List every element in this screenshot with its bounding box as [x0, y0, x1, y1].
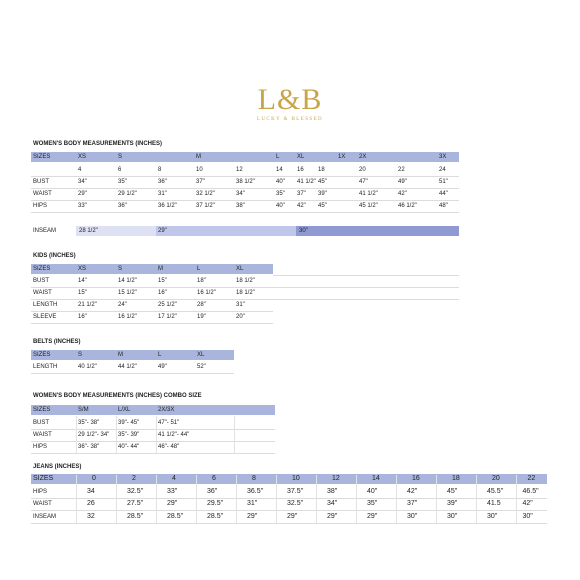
column-divider [76, 475, 77, 523]
women-row-value: 49" [398, 179, 407, 185]
women-row-value: 34" [78, 179, 87, 185]
combo-table-title: WOMEN'S BODY MEASUREMENTS (INCHES) COMBO SIZE [33, 393, 202, 399]
women-header-cell: SIZES [33, 154, 51, 160]
women-row-value: 29 1/2" [118, 191, 137, 197]
row-divider [31, 441, 275, 442]
combo-row-value: 36"- 38" [78, 444, 100, 450]
women-row-value: 34" [236, 191, 245, 197]
kids-table-title: KIDS (INCHES) [33, 253, 76, 259]
row-divider [31, 323, 273, 324]
row-divider [273, 275, 459, 276]
women-header-cell: 1X [338, 154, 346, 160]
women-row-value: 41 1/2" [359, 191, 378, 197]
women-row-value: 29" [78, 191, 87, 197]
combo-row-value: 35"- 38" [78, 420, 100, 426]
belts-row-value: 40 1/2" [78, 364, 97, 370]
jeans-header-cell: 4 [172, 475, 176, 482]
jeans-row-label: HIPS [33, 489, 48, 495]
women-size-number: 18 [318, 167, 325, 173]
women-table-title: WOMEN'S BODY MEASUREMENTS (INCHES) [33, 141, 162, 147]
jeans-row-value: 29" [167, 500, 178, 507]
column-divider [156, 416, 157, 454]
inseam-label: INSEAM [33, 228, 57, 234]
column-divider [396, 475, 397, 523]
jeans-row-value: 40" [367, 488, 378, 495]
jeans-row-value: 36.5" [247, 488, 264, 495]
women-size-number: 24 [439, 167, 446, 173]
women-row-value: 36" [118, 203, 127, 209]
kids-row-value: 31" [236, 302, 245, 308]
jeans-row-value: 42" [407, 488, 418, 495]
jeans-row-value: 29" [367, 513, 378, 520]
jeans-row-value: 28.5" [207, 513, 224, 520]
jeans-table-title: JEANS (INCHES) [33, 464, 82, 470]
belts-header-cell: M [118, 352, 123, 358]
women-row-value: 38 1/2" [236, 179, 255, 185]
women-header-cell: XS [78, 154, 87, 160]
kids-header-cell: XS [78, 266, 87, 272]
jeans-header-cell: 20 [492, 475, 500, 482]
women-header-cell: XL [297, 154, 305, 160]
kids-row-value: 18" [197, 278, 206, 284]
belts-table-title: BELTS (INCHES) [33, 339, 81, 345]
kids-row-value: 14" [78, 278, 87, 284]
jeans-row-value: 45" [447, 488, 458, 495]
kids-row-value: 18 1/2" [236, 278, 255, 284]
jeans-row-value: 37.5" [287, 488, 304, 495]
kids-row-value: 18 1/2" [236, 290, 255, 296]
jeans-row-value: 30" [522, 513, 533, 520]
jeans-header-cell: 6 [212, 475, 216, 482]
jeans-header-cell: 16 [412, 475, 420, 482]
inseam-value-2: 29" [158, 228, 167, 234]
jeans-row-value: 30" [487, 513, 498, 520]
jeans-header-cell: 22 [527, 475, 536, 482]
jeans-row-value: 33" [167, 488, 178, 495]
women-row-value: 37 1/2" [196, 203, 215, 209]
column-divider [516, 475, 517, 523]
jeans-row-value: 35" [367, 500, 378, 507]
combo-header-cell: S/M [78, 407, 89, 413]
jeans-row-value: 29.5" [207, 500, 224, 507]
jeans-row-value: 31" [247, 500, 258, 507]
kids-row-value: 19" [197, 314, 206, 320]
column-divider [196, 475, 197, 523]
women-row-label: HIPS [33, 203, 48, 209]
kids-row-value: 20" [236, 314, 245, 320]
row-divider [31, 188, 459, 189]
women-row-value: 42" [297, 203, 306, 209]
women-size-number: 22 [398, 167, 405, 173]
jeans-header-cell: SIZES [33, 475, 54, 482]
jeans-row-value: 45.5" [487, 488, 504, 495]
jeans-row-value: 28.5" [167, 513, 184, 520]
column-divider [436, 475, 437, 523]
kids-header-cell: SIZES [33, 266, 51, 272]
women-row-value: 41 1/2" [297, 179, 316, 185]
women-row-value: 51" [439, 179, 448, 185]
jeans-row-value: 34 [87, 488, 95, 495]
inseam-value-3: 30" [299, 228, 308, 234]
jeans-row-value: 30" [447, 513, 458, 520]
column-divider [116, 475, 117, 523]
row-divider [31, 429, 275, 430]
women-row-value: 38" [236, 203, 245, 209]
jeans-header-cell: 12 [332, 475, 340, 482]
jeans-row-value: 42" [522, 500, 533, 507]
kids-row-value: 14 1/2" [118, 278, 137, 284]
row-divider [31, 200, 459, 201]
women-row-value: 31" [158, 191, 167, 197]
jeans-row-label: INSEAM [33, 514, 57, 520]
women-row-value: 37" [297, 191, 306, 197]
combo-row-value: 29 1/2"- 34" [78, 432, 110, 438]
kids-row-value: 21 1/2" [78, 302, 97, 308]
jeans-row-value: 29" [287, 513, 298, 520]
women-size-number: 4 [78, 167, 82, 173]
women-size-number: 6 [118, 167, 122, 173]
jeans-header-bar [31, 474, 547, 484]
inseam-bar-mid [156, 226, 296, 236]
brand-logo [0, 84, 580, 122]
row-divider [31, 453, 275, 454]
women-row-value: 40" [276, 203, 285, 209]
women-row-value: 46 1/2" [398, 203, 417, 209]
kids-row-value: 15 1/2" [118, 290, 137, 296]
women-row-value: 35" [118, 179, 127, 185]
women-size-number: 8 [158, 167, 162, 173]
jeans-header-cell: 18 [452, 475, 460, 482]
women-row-label: BUST [33, 179, 50, 185]
kids-row-value: 15" [158, 278, 167, 284]
jeans-row-value: 30" [407, 513, 418, 520]
belts-header-cell: L [158, 352, 162, 358]
kids-row-label: LENGTH [33, 302, 58, 308]
jeans-header-cell: 2 [132, 475, 136, 482]
row-divider [31, 373, 234, 374]
jeans-row-value: 38" [327, 488, 338, 495]
column-divider [76, 416, 77, 454]
jeans-row-value: 27.5" [127, 500, 144, 507]
jeans-header-cell: 8 [252, 475, 256, 482]
jeans-row-value: 26 [87, 500, 95, 507]
row-divider [31, 510, 547, 511]
jeans-row-value: 32.5" [287, 500, 304, 507]
column-divider [156, 475, 157, 523]
combo-row-value: 41 1/2"- 44" [158, 432, 190, 438]
row-divider [273, 299, 459, 300]
combo-row-value: 47"- 51" [158, 420, 180, 426]
women-size-number: 16 [297, 167, 304, 173]
women-header-cell: M [196, 154, 201, 160]
jeans-row-value: 32.5" [127, 488, 144, 495]
women-size-number: 10 [196, 167, 203, 173]
combo-row-label: HIPS [33, 444, 48, 450]
jeans-row-value: 41.5 [487, 500, 501, 507]
combo-row-label: WAIST [33, 432, 52, 438]
kids-header-cell: L [197, 266, 201, 272]
women-size-number: 12 [236, 167, 243, 173]
logo-subtitle: LUCKY & BLESSED [256, 117, 324, 122]
jeans-row-value: 34" [327, 500, 338, 507]
combo-header-bar [31, 405, 275, 415]
kids-row-label: SLEEVE [33, 314, 57, 320]
women-row-value: 40" [276, 179, 285, 185]
belts-header-cell: XL [197, 352, 205, 358]
kids-row-value: 16 1/2" [197, 290, 216, 296]
women-row-value: 37" [196, 179, 205, 185]
column-divider [316, 475, 317, 523]
jeans-row-value: 46.5" [522, 488, 539, 495]
kids-row-value: 16" [158, 290, 167, 296]
kids-row-value: 17 1/2" [158, 314, 177, 320]
belts-header-cell: S [78, 352, 83, 358]
row-divider [273, 287, 459, 288]
kids-row-value: 15" [78, 290, 87, 296]
row-divider [31, 523, 547, 524]
women-header-cell: 3X [439, 154, 447, 160]
jeans-header-cell: 14 [372, 475, 380, 482]
belts-row-value: 49" [158, 364, 167, 370]
women-row-value: 35" [276, 191, 285, 197]
kids-row-label: BUST [33, 278, 50, 284]
jeans-header-cell: 10 [292, 475, 300, 482]
combo-header-cell: L/XL [118, 407, 131, 413]
inseam-value-1: 28 1/2" [79, 228, 98, 234]
jeans-row-value: 32 [87, 513, 95, 520]
jeans-row-value: 28.5" [127, 513, 144, 520]
jeans-header-cell: 0 [92, 475, 96, 482]
jeans-row-value: 37" [407, 500, 418, 507]
combo-header-cell: 2X/3X [158, 407, 175, 413]
row-divider [31, 212, 459, 213]
column-divider [116, 416, 117, 454]
column-divider [276, 475, 277, 523]
belts-row-value: 44 1/2" [118, 364, 137, 370]
women-header-cell: S [118, 154, 123, 160]
jeans-row-value: 29" [247, 513, 258, 520]
column-divider [356, 475, 357, 523]
belts-row-label: LENGTH [33, 364, 58, 370]
kids-header-cell: S [118, 266, 123, 272]
kids-row-value: 16 1/2" [118, 314, 137, 320]
kids-row-label: WAIST [33, 290, 52, 296]
logo-mark: L&B [257, 83, 323, 116]
women-header-bar [31, 152, 459, 162]
women-row-value: 36" [158, 179, 167, 185]
belts-header-cell: SIZES [33, 352, 51, 358]
combo-header-cell: SIZES [33, 407, 51, 413]
kids-row-value: 25 1/2" [158, 302, 177, 308]
women-size-number: 20 [359, 167, 366, 173]
women-row-value: 39" [318, 191, 327, 197]
women-row-value: 47" [359, 179, 368, 185]
kids-row-value: 28" [197, 302, 206, 308]
women-row-value: 45" [318, 203, 327, 209]
women-row-value: 32 1/2" [196, 191, 215, 197]
jeans-row-value: 36" [207, 488, 218, 495]
combo-row-value: 46"- 48" [158, 444, 180, 450]
jeans-row-value: 29" [327, 513, 338, 520]
combo-row-value: 35"- 39" [118, 432, 140, 438]
women-row-value: 45 1/2" [359, 203, 378, 209]
women-row-value: 42" [398, 191, 407, 197]
column-divider [234, 416, 235, 454]
kids-row-value: 24" [118, 302, 127, 308]
women-row-value: 36 1/2" [158, 203, 177, 209]
inseam-bar-dark [296, 226, 459, 236]
jeans-row-value: 39" [447, 500, 458, 507]
belts-row-value: 52" [197, 364, 206, 370]
combo-row-value: 39"- 45" [118, 420, 140, 426]
women-row-label: WAIST [33, 191, 52, 197]
women-header-cell: L [276, 154, 280, 160]
women-row-value: 44" [439, 191, 448, 197]
women-size-number: 14 [276, 167, 283, 173]
women-row-value: 45" [318, 179, 327, 185]
combo-row-label: BUST [33, 420, 50, 426]
jeans-row-label: WAIST [33, 501, 52, 507]
column-divider [236, 475, 237, 523]
column-divider [476, 475, 477, 523]
women-row-value: 48" [439, 203, 448, 209]
kids-header-cell: XL [236, 266, 244, 272]
women-row-value: 33" [78, 203, 87, 209]
women-header-cell: 2X [359, 154, 367, 160]
kids-header-cell: M [158, 266, 163, 272]
combo-row-value: 40"- 44" [118, 444, 140, 450]
kids-row-value: 16" [78, 314, 87, 320]
